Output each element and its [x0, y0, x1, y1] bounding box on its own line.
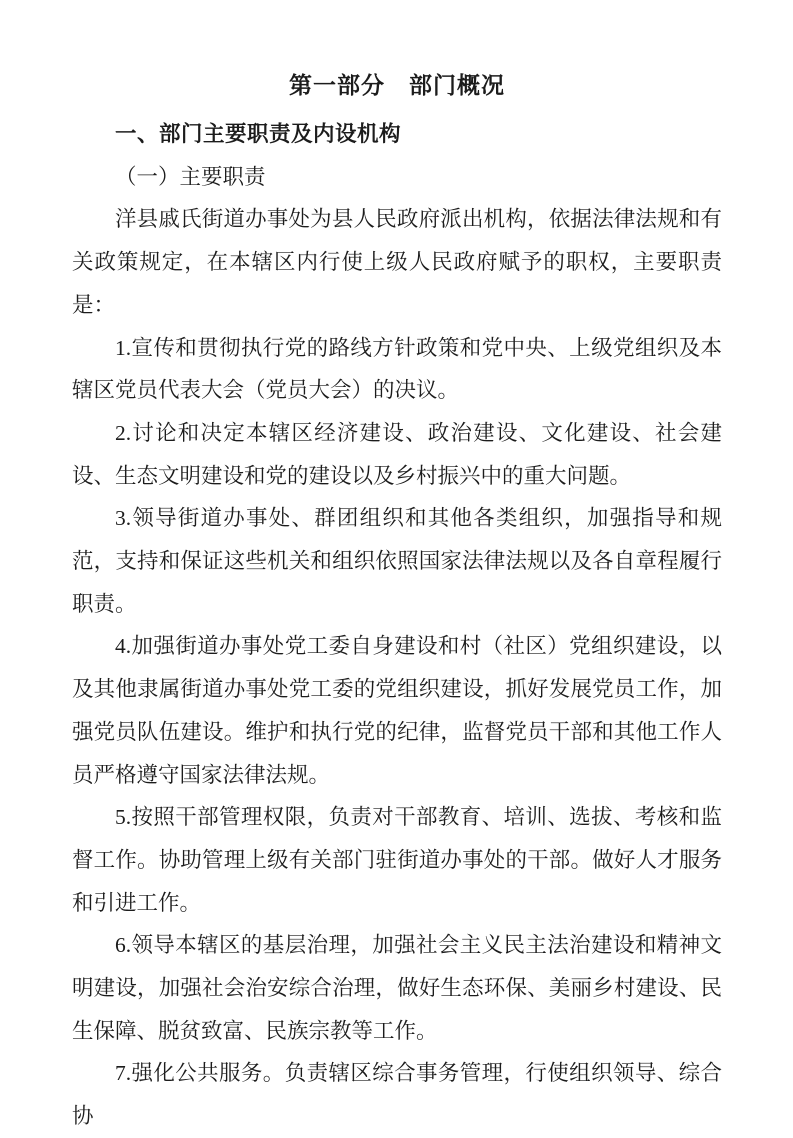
paragraph: 4.加强街道办事处党工委自身建设和村（社区）党组织建设，以及其他隶属街道办事处党工委的党组织建设，抓好发展党员工作，加强党员队伍建设。维护和执行党的纪律，监督党员干部和其他工作人员严格遵守国家法律法规。	[72, 634, 722, 787]
paragraph: 3.领导街道办事处、群团组织和其他各类组织，加强指导和规范，支持和保证这些机关和组织依照国家法律法规以及各自章程履行职责。	[72, 506, 722, 616]
paragraph: 1.宣传和贯彻执行党的路线方针政策和党中央、上级党组织及本辖区党员代表大会（党员大会）的决议。	[72, 335, 722, 403]
section-heading: （一）主要职责	[115, 164, 266, 189]
paragraph: 6.领导本辖区的基层治理，加强社会主义民主法治建设和精神文明建设，加强社会治安综合治理，做好生态环保、美丽乡村建设、民生保障、脱贫致富、民族宗教等工作。	[72, 933, 722, 1043]
section-heading: 一、部门主要职责及内设机构	[115, 122, 402, 146]
paragraph: 2.讨论和决定本辖区经济建设、政治建设、文化建设、社会建设、生态文明建设和党的建设以及乡村振兴中的重大问题。	[72, 420, 722, 488]
page-title: 第一部分 部门概况	[289, 72, 505, 98]
document-body	[72, 113, 722, 1138]
paragraph: 7.强化公共服务。负责辖区综合事务管理，行使组织领导、综合协	[72, 1061, 722, 1129]
paragraph: 洋县戚氏街道办事处为县人民政府派出机构，依据法律法规和有关政策规定，在本辖区内行使上级人民政府赋予的职权，主要职责是：	[72, 207, 722, 317]
paragraph: 5.按照干部管理权限，负责对干部教育、培训、选拔、考核和监督工作。协助管理上级有关部门驻街道办事处的干部。做好人才服务和引进工作。	[72, 805, 722, 915]
